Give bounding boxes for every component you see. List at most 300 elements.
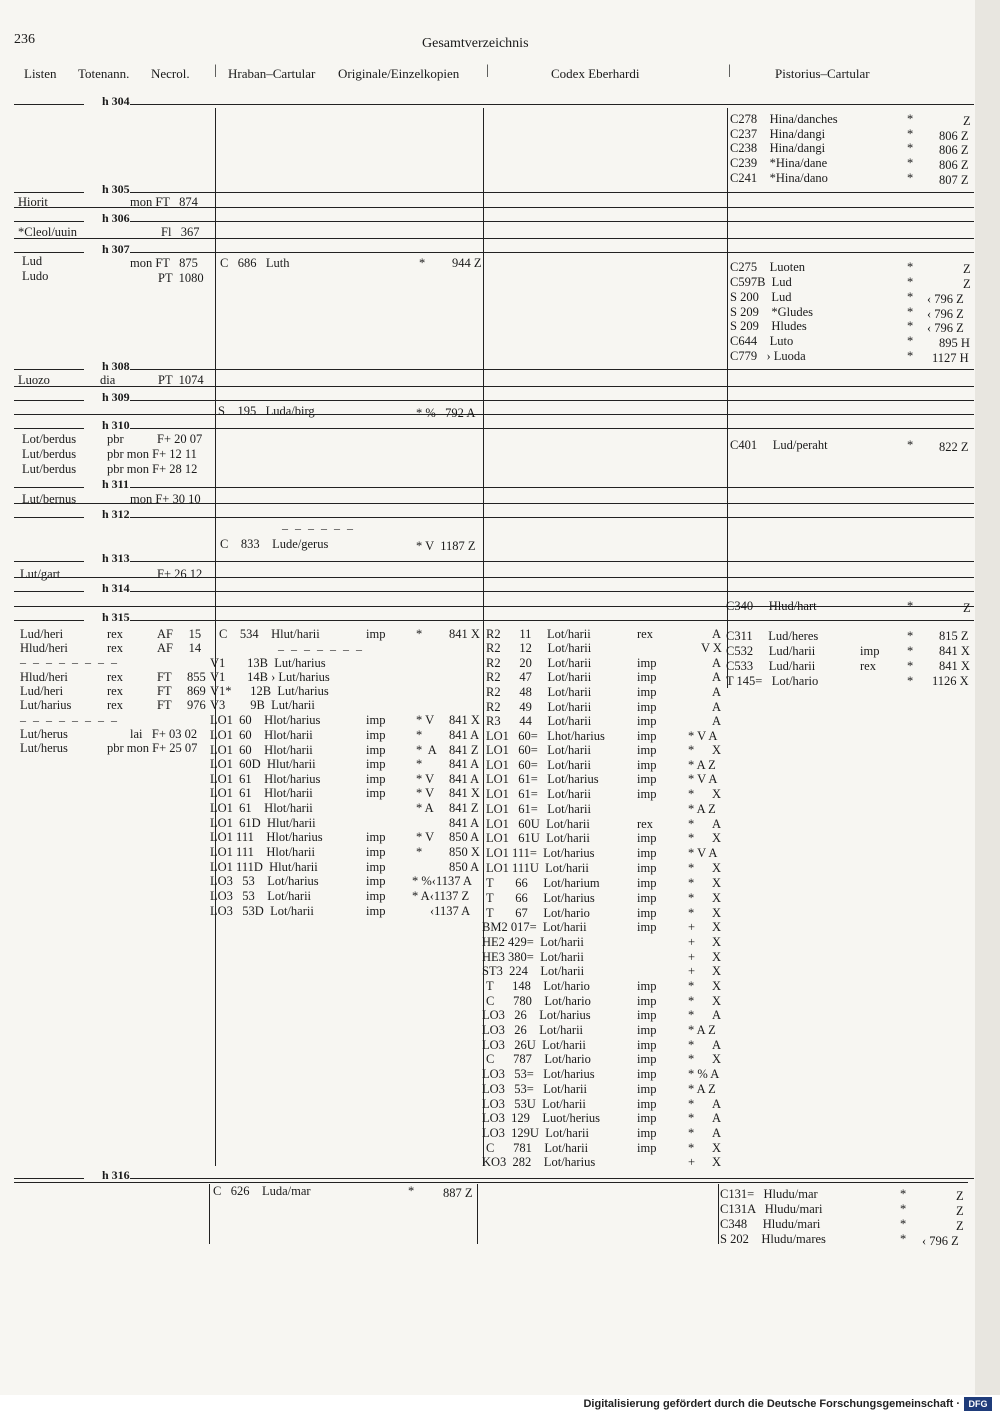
page-title: Gesamtverzeichnis (422, 36, 529, 51)
section-label: h 308 (102, 359, 130, 373)
section-label: h 307 (102, 242, 130, 256)
entry-text: 807 Z (939, 173, 969, 187)
entry-text: * (907, 290, 914, 304)
entry-text: pbr mon F+ 25 07 (107, 741, 198, 755)
entry-text: 841 A (449, 816, 480, 830)
entry-text: LO1 61= Lot/harii (486, 802, 591, 816)
entry-text: C597B Lud (730, 275, 792, 289)
entry-text: Lut/herus (20, 741, 68, 755)
entry-text: * (907, 659, 914, 673)
entry-text: * (907, 156, 914, 170)
entry-text: * (900, 1202, 907, 1216)
entry-text: imp (860, 644, 880, 658)
entry-text: Hlud/heri (20, 641, 68, 655)
entry-text: C340 Hlud/hart (726, 599, 817, 613)
section-label: h 311 (102, 477, 130, 491)
entry-text: 841 A (449, 772, 480, 786)
entry-text: 806 Z (939, 143, 969, 157)
entry-text: LO1 111U Lot/harii (486, 861, 589, 875)
page-edge (975, 0, 1000, 1415)
entry-text: * (907, 599, 914, 613)
entry-text: * (688, 743, 695, 757)
entry-text: Lot/berdus (22, 432, 77, 446)
entry-text: LO1 61D Hlut/harii (210, 816, 316, 830)
entry-text: C532 Lud/harii (726, 644, 816, 658)
entry-text: LO3 129 Luot/herius (482, 1111, 601, 1125)
entry-text: * (907, 260, 914, 274)
entry-text: X (712, 861, 722, 875)
section-dash (14, 252, 84, 253)
entry-text: ‹ 796 Z (927, 307, 964, 321)
entry-text: BM2 017= Lot/harii (482, 920, 587, 934)
entry-text: imp (366, 627, 386, 641)
entry-text: * V 1187 Z (416, 539, 476, 553)
section-label: h 316 (102, 1168, 130, 1182)
entry-text: X (712, 1052, 722, 1066)
entry-text: C 626 Luda/mar (213, 1184, 311, 1198)
entry-text: * (408, 1184, 415, 1198)
entry-text: LO1 60= Lot/harii (486, 743, 591, 757)
entry-text: imp (637, 729, 657, 743)
entry-text: * V (416, 786, 435, 800)
entry-text: 841 X (939, 659, 970, 673)
entry-text: FT 855 (157, 670, 206, 684)
entry-text: X (712, 1155, 722, 1169)
entry-text: * (900, 1187, 907, 1201)
entry-text: 850 A (449, 830, 480, 844)
entry-text: * (688, 891, 695, 905)
entry-text: * (688, 994, 695, 1008)
entry-text: rex (637, 817, 653, 831)
entry-text: C 686 Luth (220, 256, 290, 270)
col-pistorius: Pistorius–Cartular (775, 66, 870, 81)
entry-text: LO3 53= Lot/harius (482, 1067, 595, 1081)
entry-text: X (712, 891, 722, 905)
page-number: 236 (14, 32, 35, 47)
entry-text: T 66 Lot/harius (486, 891, 595, 905)
entry-text: imp (637, 700, 657, 714)
entry-text: LO1 61 Hlot/harius (210, 772, 321, 786)
entry-text: imp (637, 1067, 657, 1081)
section-dash (14, 221, 84, 222)
entry-text: FT 869 (157, 684, 206, 698)
section-label: h 306 (102, 211, 130, 225)
entry-text: imp (637, 1111, 657, 1125)
entry-text: imp (366, 830, 386, 844)
section-dash (14, 487, 84, 488)
entry-text: * % 792 A (416, 406, 476, 420)
entry-text: X (712, 994, 722, 1008)
entry-text: C238 Hina/dangi (730, 141, 826, 155)
entry-text: LO3 53= Lot/harii (482, 1082, 587, 1096)
entry-text: * (688, 979, 695, 993)
entry-text: * A (416, 743, 437, 757)
entry-text: ‹ 796 Z (927, 292, 964, 306)
entry-text: C311 Lud/heres (726, 629, 819, 643)
entry-text: imp (637, 1126, 657, 1140)
entry-text: * (907, 438, 914, 452)
entry-text: * (907, 305, 914, 319)
section-rule (130, 252, 974, 253)
entry-text: LO1 61 Hlot/harii (210, 801, 313, 815)
entry-text: imp (637, 685, 657, 699)
entry-text: R2 49 Lot/harii (486, 700, 592, 714)
entry-text: C644 Luto (730, 334, 794, 348)
entry-text: * (416, 845, 423, 859)
entry-text: LO3 53U Lot/harii (482, 1097, 586, 1111)
section-header (14, 92, 974, 114)
entry-text: C 781 Lot/harii (486, 1141, 589, 1155)
entry-text: C275 Luoten (730, 260, 805, 274)
section-rule (130, 1178, 974, 1179)
entry-text: imp (637, 876, 657, 890)
column-divider: | (728, 63, 731, 78)
entry-text: + (688, 964, 696, 978)
entry-text: AF 15 (157, 627, 202, 641)
entry-text: AF 14 (157, 641, 202, 655)
entry-text: 841 X (449, 627, 480, 641)
entry-text: imp (637, 994, 657, 1008)
entry-text: V1 14B › Lut/harius (210, 670, 330, 684)
entry-text: * A Z (688, 802, 716, 816)
entry-text: Z (963, 262, 971, 276)
section-rule (130, 192, 974, 193)
entry-text: LO1 111= Lot/harius (486, 846, 595, 860)
entry-text: 841 Z (449, 743, 479, 757)
section-label: h 304 (102, 94, 130, 108)
entry-text: X (712, 950, 722, 964)
section-dash (14, 591, 84, 592)
entry-text: S 202 Hludu/mares (720, 1232, 826, 1246)
entry-text: * (907, 629, 914, 643)
entry-text: T 148 Lot/hario (486, 979, 590, 993)
entry-text: 806 Z (939, 158, 969, 172)
entry-text: A (712, 1038, 722, 1052)
entry-text: LO3 53D Lot/harii (210, 904, 314, 918)
entry-text: imp (366, 860, 386, 874)
entry-text: mon FT 875 (130, 256, 198, 270)
section-dash (14, 192, 84, 193)
section-dash (14, 620, 84, 621)
column-divider: | (214, 63, 217, 78)
entry-text: S 209 *Gludes (730, 305, 813, 319)
entry-text: imp (637, 1008, 657, 1022)
entry-text: imp (637, 861, 657, 875)
entry-text: Hiorit (18, 195, 48, 209)
entry-text: imp (366, 713, 386, 727)
entry-text: * V (416, 713, 435, 727)
row-separator (14, 414, 974, 415)
entry-text: * V (416, 830, 435, 844)
entry-text: F+ 20 07 (157, 432, 203, 446)
entry-text: Z (963, 277, 971, 291)
footer (0, 1395, 1000, 1415)
entry-text: V3 9B Lut/harii (210, 698, 315, 712)
entry-text: rex (637, 627, 653, 641)
entry-text: A (712, 1111, 722, 1125)
entry-text: * (907, 275, 914, 289)
section-rule (130, 369, 974, 370)
entry-text: LO3 53 Lot/harii (210, 889, 312, 903)
entry-text: C237 Hina/dangi (730, 127, 826, 141)
entry-text: C131A Hludu/mari (720, 1202, 823, 1216)
section-rule (130, 487, 974, 488)
entry-text: A (712, 700, 722, 714)
entry-text: rex (107, 684, 123, 698)
dashed-separator: – – – – – – (282, 521, 355, 535)
entry-text: PT 1074 (158, 373, 204, 387)
entry-text: PT 1080 (158, 271, 204, 285)
entry-text: Lud/heri (20, 627, 64, 641)
entry-text: rex (107, 698, 123, 712)
entry-text: X (712, 787, 722, 801)
row-separator (14, 1182, 968, 1183)
section-dash (14, 400, 84, 401)
entry-text: + (688, 1155, 696, 1169)
entry-text: imp (637, 920, 657, 934)
entry-text: * (907, 644, 914, 658)
entry-text: + (688, 935, 696, 949)
section-rule (130, 428, 974, 429)
entry-text: X (712, 935, 722, 949)
entry-text: 822 Z (939, 440, 969, 454)
entry-text: pbr mon F+ 28 12 (107, 462, 198, 476)
entry-text: X (712, 831, 722, 845)
entry-text: LO1 60D Hlut/harii (210, 757, 316, 771)
entry-text: Lut/berdus (22, 447, 77, 461)
entry-text: HE2 429= Lot/harii (482, 935, 584, 949)
entry-text: *Cleol/uuin (18, 225, 78, 239)
entry-text: C779 › Luoda (730, 349, 806, 363)
entry-text: * (688, 1052, 695, 1066)
entry-text: A (712, 627, 722, 641)
entry-text: rex (107, 670, 123, 684)
col-originale: Originale/Einzelkopien (338, 66, 460, 81)
entry-text: 944 Z (452, 256, 482, 270)
entry-text: A (712, 817, 722, 831)
entry-text: * V A (688, 729, 718, 743)
entry-text: * V A (688, 772, 718, 786)
entry-text: imp (637, 1097, 657, 1111)
entry-text: Z (956, 1189, 964, 1203)
section-label: h 315 (102, 610, 130, 624)
entry-text: Lut/bernus (22, 492, 77, 506)
col-totenann: Totenann. (78, 66, 130, 81)
entry-text: X (712, 743, 722, 757)
entry-text: X (712, 876, 722, 890)
entry-text: ST3 224 Lot/harii (482, 964, 585, 978)
section-header (14, 388, 974, 410)
entry-text: imp (637, 670, 657, 684)
entry-text: V X (701, 641, 722, 655)
entry-text: imp (366, 786, 386, 800)
entry-text: X (712, 906, 722, 920)
entry-text: imp (637, 1052, 657, 1066)
entry-text: * A Z (688, 1023, 716, 1037)
entry-text: X (712, 1141, 722, 1155)
entry-text: imp (637, 787, 657, 801)
section-header (14, 505, 974, 527)
entry-text: LO1 61U Lot/harii (486, 831, 590, 845)
entry-text: 1126 X (932, 674, 969, 688)
entry-text: Z (963, 601, 971, 615)
entry-text: * (907, 349, 914, 363)
entry-text: 806 Z (939, 129, 969, 143)
entry-text: * (907, 112, 914, 126)
entry-text: R3 44 Lot/harii (486, 714, 592, 728)
entry-text: imp (637, 1023, 657, 1037)
entry-text: * V A (688, 846, 718, 860)
entry-text: LO1 60 Hlot/harii (210, 743, 313, 757)
row-separator (14, 238, 974, 239)
entry-text: imp (637, 1082, 657, 1096)
entry-text: mon FT 874 (130, 195, 198, 209)
entry-text: mon F+ 30 10 (130, 492, 201, 506)
dfg-logo: DFG (964, 1397, 992, 1411)
funding-note: Digitalisierung gefördert durch die Deutsche Forschungsgemeinschaft · (583, 1398, 960, 1410)
entry-text: C 833 Lude/gerus (220, 537, 329, 551)
entry-text: LO1 111 Hlot/harius (210, 830, 323, 844)
entry-text: 1127 H (932, 351, 969, 365)
entry-text: * %‹1137 A (412, 874, 472, 888)
entry-text: LO3 26 Lot/harii (482, 1023, 584, 1037)
entry-text: 841 X (449, 786, 480, 800)
col-hraban: Hraban–Cartular (228, 66, 316, 81)
entry-text: A (712, 1126, 722, 1140)
entry-text: * (416, 627, 423, 641)
entry-text: * (688, 1141, 695, 1155)
entry-text: R2 47 Lot/harii (486, 670, 592, 684)
entry-text: * A (416, 801, 434, 815)
entry-text: LO1 111 Hlot/harii (210, 845, 315, 859)
col-listen: Listen (24, 66, 57, 81)
entry-text: ‹ 796 Z (922, 1234, 959, 1248)
entry-text: * (900, 1217, 907, 1231)
entry-text: * A‹1137 Z (412, 889, 470, 903)
entry-text: R2 48 Lot/harii (486, 685, 592, 699)
entry-text: * (419, 256, 426, 270)
entry-text: Luozo (18, 373, 50, 387)
entry-text: 887 Z (443, 1186, 473, 1200)
section-header (14, 209, 974, 231)
entry-text: A (712, 1097, 722, 1111)
entry-text: HE3 380= Lot/harii (482, 950, 584, 964)
section-dash (14, 561, 84, 562)
entry-text: * % A (688, 1067, 720, 1081)
entry-text: ‹1137 A (430, 904, 471, 918)
section-dash (14, 517, 84, 518)
entry-text: R2 20 Lot/harii (486, 656, 592, 670)
entry-text: X (712, 920, 722, 934)
entry-text: + (688, 950, 696, 964)
entry-text: LO3 26U Lot/harii (482, 1038, 586, 1052)
entry-text: * (907, 319, 914, 333)
entry-text: * (688, 1126, 695, 1140)
section-rule (130, 104, 974, 105)
section-rule (130, 400, 974, 401)
hraban-column-rule (215, 108, 216, 1166)
entry-text: * (688, 906, 695, 920)
entry-text: Lut/gart (20, 567, 61, 581)
entry-text: * (416, 757, 423, 771)
entry-text: Lud (22, 254, 43, 268)
entry-text: * (688, 1038, 695, 1052)
entry-text: Lud/heri (20, 684, 64, 698)
entry-text: X (712, 964, 722, 978)
entry-text: A (712, 670, 722, 684)
row-separator (14, 606, 974, 607)
entry-text: LO1 61 Hlot/harii (210, 786, 313, 800)
entry-text: S 195 Luda/birg (218, 404, 315, 418)
entry-text: Z (956, 1204, 964, 1218)
entry-text: * (416, 728, 423, 742)
entry-text: C401 Lud/peraht (730, 438, 828, 452)
entry-text: * (688, 861, 695, 875)
section-label: h 309 (102, 390, 130, 404)
entry-text: * (688, 817, 695, 831)
entry-text: V1 13B Lut/harius (210, 656, 326, 670)
entry-text: Lut/herus (20, 727, 68, 741)
entry-text: LO1 60 Hlot/harii (210, 728, 313, 742)
codex-column-rule (477, 1184, 478, 1244)
dashed-separator: – – – – – – – (278, 642, 364, 656)
entry-text: 841 X (449, 713, 480, 727)
entry-text: A (712, 1008, 722, 1022)
entry-text: 815 Z (939, 629, 969, 643)
section-dash (14, 428, 84, 429)
entry-text: imp (366, 874, 386, 888)
entry-text: R2 11 Lot/harii (486, 627, 591, 641)
section-label: h 305 (102, 182, 130, 196)
entry-text: LO1 60= Lot/harii (486, 758, 591, 772)
entry-text: LO3 26 Lot/harius (482, 1008, 591, 1022)
entry-text: X (712, 979, 722, 993)
entry-text: * (688, 1008, 695, 1022)
entry-text: imp (637, 906, 657, 920)
entry-text: * A Z (688, 758, 716, 772)
entry-text: LO3 53 Lot/harius (210, 874, 319, 888)
entry-text: imp (637, 1141, 657, 1155)
section-label: h 312 (102, 507, 130, 521)
entry-text: 895 H (939, 336, 970, 350)
entry-text: imp (637, 891, 657, 905)
entry-text: R2 12 Lot/harii (486, 641, 592, 655)
entry-text: C348 Hludu/mari (720, 1217, 821, 1231)
column-divider: | (486, 63, 489, 78)
entry-text: * (907, 674, 914, 688)
entry-text: * (688, 876, 695, 890)
pistorius-column-rule (718, 1184, 719, 1244)
entry-text: imp (366, 757, 386, 771)
entry-text: C 780 Lot/hario (486, 994, 591, 1008)
entry-text: * (907, 334, 914, 348)
entry-text: C131= Hludu/mar (720, 1187, 818, 1201)
entry-text: imp (366, 772, 386, 786)
entry-text: Fl 367 (161, 225, 200, 239)
entry-text: Z (956, 1219, 964, 1233)
entry-text: + (688, 920, 696, 934)
entry-text: A (712, 714, 722, 728)
section-rule (130, 221, 974, 222)
entry-text: Ludo (22, 269, 49, 283)
col-necrol: Necrol. (151, 66, 190, 81)
entry-text: imp (366, 743, 386, 757)
entry-text: pbr mon F+ 12 11 (107, 447, 197, 461)
entry-text: dia (100, 373, 116, 387)
entry-text: 841 X (939, 644, 970, 658)
entry-text: pbr (107, 432, 124, 446)
entry-text: F+ 26 12 (157, 567, 203, 581)
